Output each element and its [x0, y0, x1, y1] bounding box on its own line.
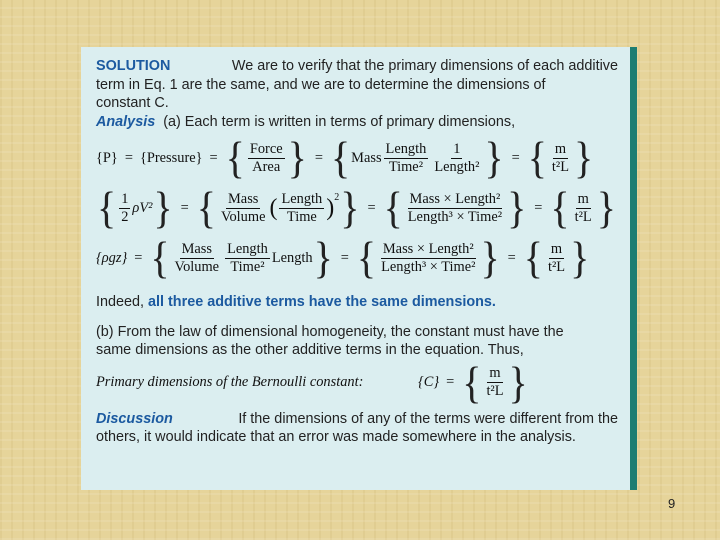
eq2-mass-volume: $\frac{\text{Mass}}{\text{Volume}}$: [220, 190, 266, 225]
eq1-lhs: {P}: [96, 149, 118, 166]
indeed-emphasis: all three additive terms have the same dimensions.: [148, 294, 496, 310]
accent-stripe: [630, 47, 637, 490]
eq3-length-time2: $\frac{\text{Length}}{\text{Time²}}$: [227, 240, 268, 275]
equation-pressure: {P} = {Pressure} = { $\frac{\text{Force}}{\text{Area}}$ } = { Mass $\frac{\text{Length}}{\text{Time²}}$ $\frac{1}{\text{Length²}}$ } = { $\frac{m}{\text{t²L}}$ }: [96, 132, 594, 183]
eq2-length-time: $\frac{\text{Length}}{\text{Time}}$: [281, 190, 323, 225]
equation-kinetic: { $\frac{1}{2}$ ρV² } = { $\frac{\text{Mass}}{\text{Volume}}$ ( $\frac{\text{Length}}{\text{Time}}$ ) $^2$ } = { $\frac{\text{Mass × Length²}}{\text{Length³ × Time²}}$ } = { $\frac{m}{\text{t²L}}$ }: [97, 182, 616, 233]
solution-line-3: constant C.: [96, 95, 169, 111]
analysis-heading: Analysis: [96, 113, 156, 130]
equation-potential: {ρgz} = { $\frac{\text{Mass}}{\text{Volume}}$ $\frac{\text{Length}}{\text{Time²}}$ Length } = { $\frac{\text{Mass × Length²}}{\text{Length³ × Time²}}$ } = { $\frac{m}{\text{t²L}}$ }: [96, 232, 590, 283]
analysis-text: (a) Each term is written in terms of primary dimensions,: [163, 113, 516, 130]
part-b-paragraph: (b) From the law of dimensional homogeneity, the constant must have the same dimensions as the other additive terms in the equation. Thus,: [96, 323, 564, 358]
eq3-lhs: {ρgz}: [96, 249, 128, 266]
eq1-result: $\frac{m}{\text{t²L}}$: [551, 140, 570, 175]
solution-line-2: term in Eq. 1 are the same, and we are to determine the dimensions of: [96, 76, 546, 93]
eq2-rhov2: ρV²: [132, 199, 153, 216]
solution-paragraph: [96, 57, 618, 113]
eq3-result: $\frac{m}{\text{t²L}}$: [547, 240, 566, 275]
primary-result: $\frac{m}{\text{t²L}}$: [486, 365, 504, 399]
eq1-length-time2: $\frac{\text{Length}}{\text{Time²}}$: [385, 140, 427, 175]
solution-panel: [81, 47, 630, 490]
eq3-combined: $\frac{\text{Mass × Length²}}{\text{Length³ × Time²}}$: [381, 240, 476, 275]
solution-line-1: We are to verify that the primary dimensions of each additive: [231, 58, 618, 74]
eq1-force-area: $\frac{\text{Force}}{\text{Area}}$: [249, 140, 283, 175]
eq2-half: $\frac{1}{2}$: [121, 190, 129, 225]
page-number: 9: [668, 496, 676, 511]
eq1-one-length2: $\frac{1}{\text{Length²}}$: [434, 140, 480, 175]
discussion-heading: Discussion: [96, 410, 173, 427]
eq3-mass-volume: $\frac{\text{Mass}}{\text{Volume}}$: [174, 240, 220, 275]
primary-lhs: {C}: [418, 374, 440, 391]
eq2-combined: $\frac{\text{Mass × Length²}}{\text{Length³ × Time²}}$: [407, 190, 503, 225]
analysis-paragraph: [96, 113, 618, 132]
primary-dimensions-row: Primary dimensions of the Bernoulli constant: {C} = { $\frac{m}{\text{t²L}}$ }: [96, 357, 528, 407]
solution-heading: SOLUTION: [96, 58, 171, 74]
eq2-result: $\frac{m}{\text{t²L}}$: [574, 190, 592, 225]
eq1-pressure: {Pressure}: [139, 149, 203, 166]
primary-label: Primary dimensions of the Bernoulli constant:: [96, 374, 364, 391]
discussion-paragraph: Discussion If the dimensions of any of the terms were different from the others, it would indicate that an error was made somewhere in the analysis.: [96, 410, 618, 445]
indeed-line: Indeed, all three additive terms have the same dimensions.: [96, 294, 496, 310]
